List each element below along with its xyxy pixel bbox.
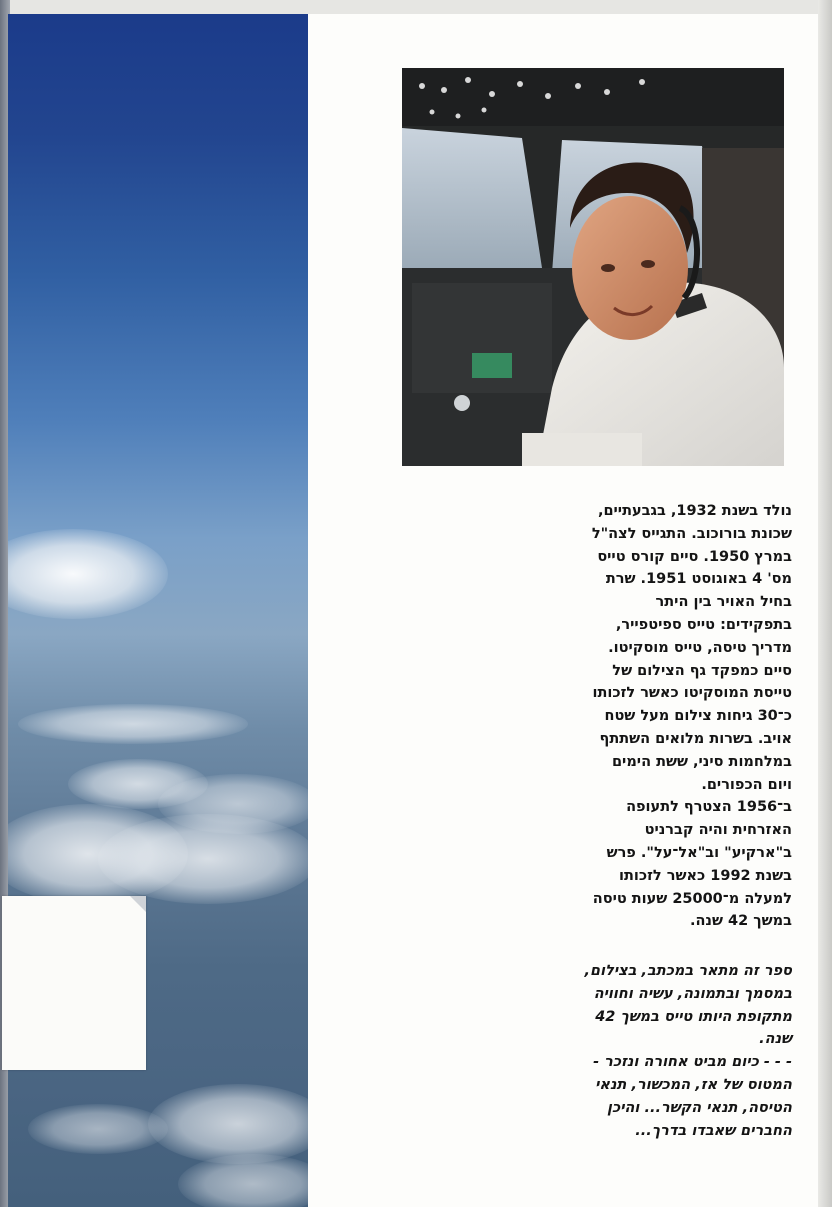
cover-top-edge <box>0 0 832 14</box>
bio-line: בשנת 1992 כאשר לזכותו <box>619 867 792 884</box>
bio-line: כ־30 גיחות צילום מעל שטח <box>604 708 792 725</box>
bio-line: אויב. בשרות מלואים השתתף <box>599 730 792 747</box>
summary-line: הטיסה, תנאי הקשר... והיכן <box>607 1099 792 1116</box>
bio-line: במשך 42 שנה. <box>689 913 792 930</box>
bio-line: בחיל האויר בין היתר <box>655 594 792 611</box>
bio-line: ב"ארקיע" וב"אל־על". פרש <box>606 844 792 861</box>
bio-line: שכונת בורוכוב. התגייס לצה"ל <box>591 525 792 542</box>
bio-line: במרץ 1950. סיים קורס טייס <box>597 548 792 565</box>
summary-line: המטוס של אז, המכשור, תנאי <box>595 1076 792 1093</box>
bio-line: נולד בשנת 1932, בגבעתיים, <box>597 503 792 519</box>
bio-line: סיים כמפקד גף הצילום של <box>612 662 792 679</box>
bio-line: טייסת המוסקיטו כאשר לזכותו <box>592 685 792 702</box>
summary-line: במסמך ובתמונה, עשיה וחוויה <box>593 985 792 1002</box>
book-summary <box>520 960 792 1142</box>
library-label-sticker <box>2 896 146 1070</box>
bio-line: ויום הכפורים. <box>701 776 792 793</box>
bio-line: מדריך טיסה, טייס מוסקיטו. <box>608 639 792 656</box>
summary-line: מתקופת היותו טייס במשך 42 <box>595 1008 792 1025</box>
summary-line: שנה. <box>759 1031 792 1048</box>
author-cockpit-photo <box>402 68 784 466</box>
summary-line: החברים שאבדו בדרך... <box>635 1122 792 1139</box>
bio-line: האזרחית והיה קברניט <box>644 822 792 839</box>
summary-line: - - - כיום מביט אחורה ונזכר - <box>593 1054 792 1071</box>
bio-line: במלחמות סיני, ששת הימים <box>611 753 792 770</box>
bio-line: למעלה מ־25000 שעות טיסה <box>592 890 792 907</box>
cover-right-edge <box>818 0 832 1207</box>
bio-line: בתפקידים: טייס ספיטפייר, <box>615 616 792 633</box>
author-biography <box>520 500 792 933</box>
summary-line: ספר זה מתאר במכתב, בצילום, <box>584 963 792 979</box>
bio-line: ב־1956 הצטרף לתעופה <box>626 799 792 816</box>
bio-line: מס' 4 באוגוסט 1951. שרת <box>605 571 792 588</box>
